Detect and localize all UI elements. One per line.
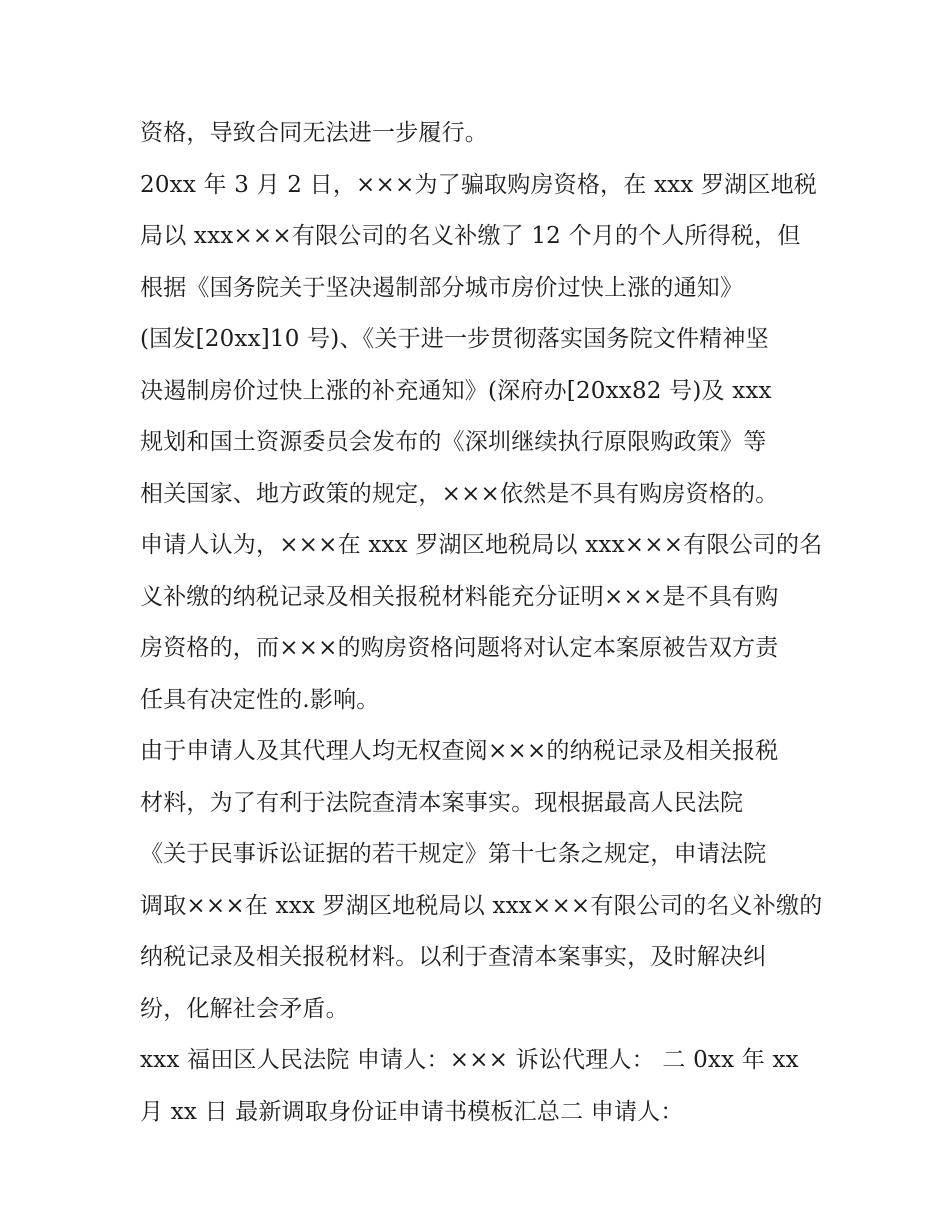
text-line: 资格，导致合同无法进一步履行。 bbox=[140, 120, 488, 146]
text-line: 根据《国务院关于坚决遏制部分城市房价过快上涨的通知》 bbox=[140, 274, 744, 301]
text-line: 调取×××在 xxx 罗湖区地税局以 xxx×××有限公司的名义补缴的 bbox=[140, 892, 823, 919]
text-line: (国发[20xx]10 号)、《关于进一步贯彻落实国务院文件精神坚 bbox=[140, 326, 769, 352]
text-line: 决遏制房价过快上涨的补充通知》(深府办[20xx82 号)及 xxx bbox=[140, 377, 772, 404]
text-line: 局以 xxx×××有限公司的名义补缴了 12 个月的个人所得税，但 bbox=[140, 223, 801, 249]
text-line: 义补缴的纳税记录及相关报税材料能充分证明×××是不具有购 bbox=[140, 583, 779, 610]
document-body bbox=[140, 108, 823, 1138]
text-line: 规划和国土资源委员会发布的《深圳继续执行原限购政策》等 bbox=[140, 429, 767, 455]
text-line: 申请人认为，×××在 xxx 罗湖区地税局以 xxx×××有限公司的名 bbox=[140, 532, 823, 558]
text-line: 房资格的，而×××的购房资格问题将对认定本案原被告双方责 bbox=[140, 635, 779, 661]
text-line: 由于申请人及其代理人均无权查阅×××的纳税记录及相关报税 bbox=[140, 738, 779, 764]
text-line: 相关国家、地方政策的规定，×××依然是不具有购房资格的。 bbox=[140, 480, 779, 507]
text-line: 任具有决定性的.影响。 bbox=[140, 686, 380, 713]
text-line: 《关于民事诉讼证据的若干规定》第十七条之规定，申请法院 bbox=[140, 841, 767, 867]
text-line: 材料，为了有利于法院查清本案事实。现根据最高人民法院 bbox=[140, 789, 744, 816]
text-line: xxx 福田区人民法院 申请人：××× 诉讼代理人： 二 0xx 年 xx bbox=[140, 1047, 799, 1073]
text-line: 20xx 年 3 月 2 日，×××为了骗取购房资格，在 xxx 罗湖区地税 bbox=[140, 171, 817, 198]
text-line: 月 xx 日 最新调取身份证申请书模板汇总二 申请人： bbox=[140, 1098, 684, 1125]
text-line: 纷，化解社会矛盾。 bbox=[140, 995, 349, 1022]
text-line: 纳税记录及相关报税材料。以利于查清本案事实，及时解决纠 bbox=[140, 944, 767, 970]
